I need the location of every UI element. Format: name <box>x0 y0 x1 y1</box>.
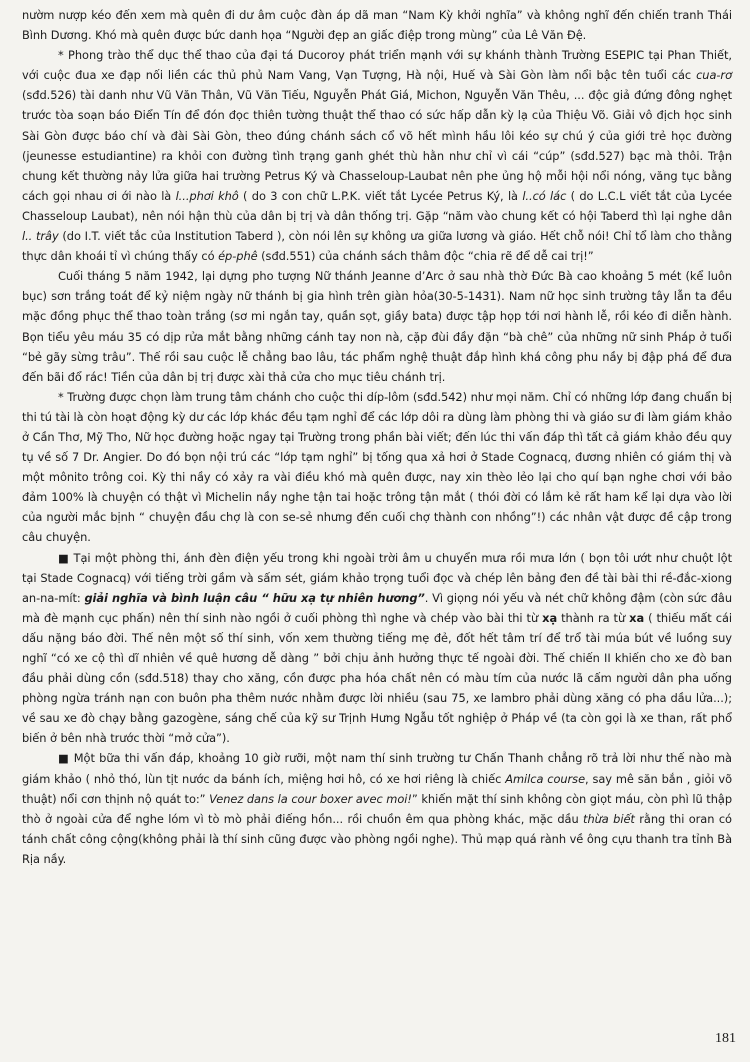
emphasis-text: Amilca course <box>505 771 586 786</box>
body-text: , say mê săn bắn , giỏi võ thuật) nổi cơn thịnh nộ quát to:” <box>22 771 732 806</box>
body-text: (sđd.551) của chánh sách thâm độc “chia rẽ để dễ cai trị!” <box>257 249 594 264</box>
body-text: (sđd.526) tài danh như Vũ Văn Thân, Vũ Văn Tiếu, Nguyễn Phát Giá, Michon, Nguyễn Văn Thêu, ... độc giả đứng đông nghẹt trước tòa soạn báo Điển Tín để đón đọc thiên tường thuật thể thao có sức hấp dẫn kỳ lạ của Thiệu Võ. Giải vô địch học sinh Sài Gòn được báo chí và đài Sài Gòn, theo đúng chánh sách cổ võ hết mình hầu lôi kéo sự chú ý của giới trẻ học đường (jeunesse estudiantine) ra khỏi con đường tình trạng ganh ghét thù hằn như chỉ vì cái “cúp” (sđd.527) bạc mà thôi. Trận chung kết thường nảy lửa giữa hai trường Petrus Ký và Chasseloup-Laubat nên phe ủng hộ mỗi hội nổi nóng, văng tục bằng cách gọi nhau ơi ới nào là <box>22 88 732 203</box>
emphasis-text: xa <box>629 610 645 625</box>
emphasis-text: l.. trây <box>22 229 59 244</box>
bullet-marker: ■ <box>58 751 74 766</box>
body-text: ” khiến mặt thí sinh không còn giọt máu, còn phì lũ thập thò ở ngoài cửa để nghe lóm vì tò mò phải điếng hồn... rồi chuồn êm qua phòng khác, mặc dầu <box>22 791 732 826</box>
paragraph-3 <box>22 387 732 548</box>
body-text: (do I.T. viết tắc của Institution Taberd ), còn nói lên sự không ưa giữa lương và giáo. Hết chỗ nói! Chỉ tổ làm cho thằng thực dân khoái tỉ vì chúng thấy có <box>22 229 732 264</box>
body-text: Trường được chọn làm trung tâm chánh cho cuộc thi díp-lôm (sđd.542) như mọi năm. Chỉ có những lớp đang chuẩn bị thi tú tài là còn hoạt động kỳ dư các lớp khác đều tạm nghỉ để các lớp dôi ra dùng làm phòng thi và giáo sư đi làm giám khảo ở Cần Thơ, Mỹ Tho, Nữ học đường hoặc ngay tại Trường trong phần bài viết; đến lúc thi vấn đáp thì tất cả giám khảo đều quy tụ về số 7 Dr. Angier. Do đó bọn nội trú các “lớp tạm nghỉ” bị tống qua xả hơi ở Stade Cognacq, đương nhiên có giám thị và một mônito trông coi. Kỳ thi nầy có xảy ra vài điều khó mà quên được, nay xin thèo lẻo lại cho quí bạn nghe chơi với bảo đảm 100% là chuyện có thật vì Michelin nầy nghe tận tai hoặc trông tận mắt ( thói đời có lắm kẻ rất ham kể lại dựa vào lời của người mắc bịnh “ chuyện đầu chợ là con se-sẻ nhưng đến cuối chợ thành con nhồng”!) các nhân vật được đề cập trong câu chuyện. <box>22 389 733 545</box>
emphasis-text: ép-phê <box>218 249 258 264</box>
emphasis-text: Venez dans la cour boxer avec moi! <box>209 791 412 806</box>
paragraph-1 <box>22 45 732 266</box>
paragraph-2 <box>22 266 732 387</box>
body-text: thành ra từ <box>557 610 630 625</box>
paragraph-4 <box>22 548 732 749</box>
emphasis-text: cua-rơ <box>696 68 732 83</box>
paragraph-5 <box>22 748 732 869</box>
emphasis-text: l...phơi khô <box>175 188 239 203</box>
bullet-marker: * <box>58 389 68 404</box>
paragraph-0 <box>22 5 732 45</box>
body-text: Cuối tháng 5 năm 1942, lại dựng pho tượng Nữ thánh Jeanne d’Arc ở sau nhà thờ Đức Bà cao khoảng 5 mét (kể luôn bục) sơn trắng toát để kỷ niệm ngày nữ thánh bị gia hình trên giàn hỏa(30-5-1431). Nam nữ học sinh trường tây lẫn ta đều mặc đồng phục thể thao toàn trắng (sơ mi ngắn tay, quần sọt, giầy bata) được tập họp tới nơi hành lễ, rồi kéo đi diễn hành. Bọn tiểu yêu máu 35 có dịp rửa mắt bằng những cánh tay non nà, cặp đùi đầy đặn “bà chê” của những nữ sinh Pháp ở tuổi “bẻ gãy sừng trâu”. Thế rồi sau cuộc lễ chẳng bao lâu, tác phẩm nghệ thuật đắp hình khá công phu nầy bị đập phá để đưa đến bãi đổ rác! Tiền của dân bị trị được xài thả cửa cho mục tiêu chánh trị. <box>22 269 732 384</box>
body-text: Phong trào thể dục thể thao của đại tá Ducoroy phát triển mạnh với sự khánh thành Trường ESEPIC tại Phan Thiết, với cuộc đua xe đạp nối liền các thủ phủ Nam Vang, Vạn Tượng, Hà nội, Huế và Sài Gòn làm nổi bậc tên tuổi các <box>22 48 732 83</box>
body-text: ( do 3 con chữ L.P.K. viết tắt Lycée Petrus Ký, là <box>238 188 523 203</box>
body-text: Tại một phòng thi, ánh đèn điện yếu trong khi ngoài trời âm u chuyển mưa rồi mưa lớn ( bọn tôi ướt như chuột lột tại Stade Cognacq) với tiếng trời gầm và sấm sét, giám khảo trọng tuổi đọc và chép lên bảng đen đề tài bài thi rề-đắc-xiong an-na-mít: <box>22 550 732 605</box>
body-text: . Vì giọng nói yếu và nét chữ không đậm (còn sức đâu mà đè mạnh cục phấn) nên thí sinh nào ngồi ở cuối phòng thì nghe và chép vào bài thi từ <box>22 590 732 625</box>
body-text: ( thiếu mất cái dấu nặng báo đời. Thế nên một số thí sinh, vốn xem thường tiếng mẹ đẻ, đốt hết tâm trí để trổ tài múa bút về luồng suy nghĩ “có xe cộ thì dĩ nhiên về quê hương dễ dàng ” bởi chịu ảnh hưởng thực tế ngoài đời. Thế chiến II khiến cho xe đò ban đầu phải dùng cồn (sđd.518) thay cho xăng, cồn được pha hóa chất nên có màu tím của nước lã cấm người dân pha uống phòng ngừa tránh nạn con buôn pha thêm nước nhằm được lời nhiều (sau 75, xe lambro phải dùng xăng có pha dầu lửa...); về sau xe đò chạy bằng gazogène, sáng chế của kỹ sư Trịnh Hưng Ngẫu tốt nghiệp ở Pháp về (ta còn gọi là xe than, rất phổ biến ở bên nhà trước thời “mở cửa”). <box>22 610 732 746</box>
body-text: nườm nượp kéo đến xem mà quên đi dư âm cuộc đàn áp dã man “Nam Kỳ khởi nghĩa” và không nghĩ đến chiến tranh Thái Bình Dương. Khó mà quên được bức danh họa “Người đẹp an giấc điệp trong mùng” của Lê Văn Đệ. <box>22 8 732 43</box>
bullet-marker: * <box>58 48 69 63</box>
emphasis-text: xạ <box>542 610 558 625</box>
page-body-text <box>22 5 732 869</box>
body-text: rằng thi oran có tánh chất công cộng(không phải là thí sinh cũng được vào phòng ngồi nghe). Thủ mạp quá rành về ông cựu thanh tra tỉnh Bà Rịa nầy. <box>22 811 732 866</box>
body-text: Một bữa thi vấn đáp, khoảng 10 giờ rưỡi, một nam thí sinh trường tư Chấn Thanh chẳng rõ trả lời như thế nào mà giám khảo ( nhỏ thó, lùn tịt nước da bánh ích, miệng hơi hô, có xe hơi riêng là chiếc <box>22 751 732 786</box>
body-text: ( do L.C.L viết tắt của Lycée Chasseloup Laubat), nên nói hận thù của dân bị trị và dân thống trị. Gặp “năm vào chung kết có hội Taberd thì lại nghe dân <box>22 188 732 223</box>
emphasis-text: giải nghĩa và bình luận câu “ hữu xạ tự nhiên hương” <box>84 590 425 605</box>
emphasis-text: thừa biết <box>583 811 635 826</box>
emphasis-text: l..có lác <box>522 188 567 203</box>
page-number: 181 <box>715 1031 736 1046</box>
bullet-marker: ■ <box>58 550 74 565</box>
